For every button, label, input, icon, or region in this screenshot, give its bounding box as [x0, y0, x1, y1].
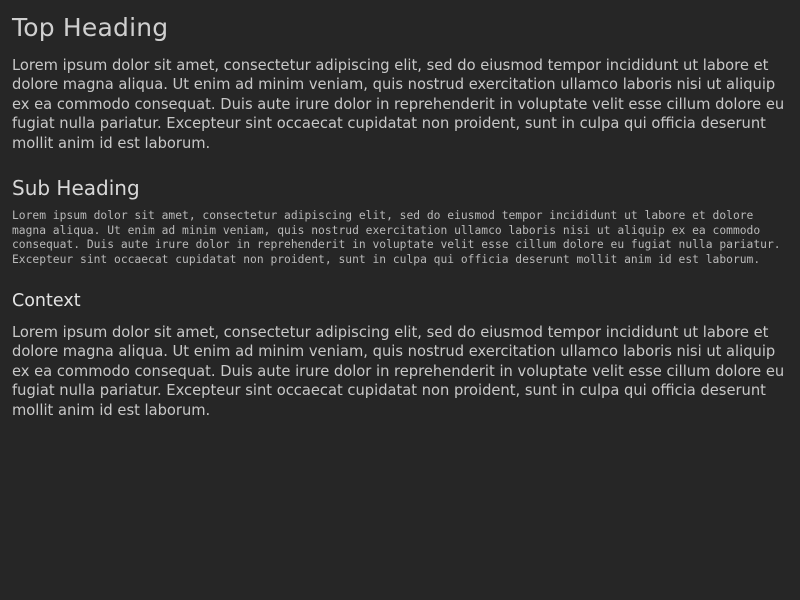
context-paragraph: Lorem ipsum dolor sit amet, consectetur adipiscing elit, sed do eiusmod tempor incididunt ut labore et dolore magna aliqua. Ut enim ad minim veniam, quis nostrud exercitation ullamco laboris nisi ut aliquip ex ea commodo consequat. Duis aute irure dolor in reprehenderit in voluptate velit esse cillum dolore eu fugiat nulla pariatur. Excepteur sint occaecat cupidatat non proident, sunt in culpa qui officia deserunt mollit anim id est laborum. [12, 323, 785, 419]
sub-heading: Sub Heading [12, 176, 140, 200]
bottom-spacer [12, 420, 788, 421]
monospace-paragraph: Lorem ipsum dolor sit amet, consectetur adipiscing elit, sed do eiusmod tempor incididunt ut labore et dolore magna aliqua. Ut enim ad minim veniam, quis nostrud exercitation ullamco laboris nisi ut aliquip ex ea commodo consequat. Duis aute irure dolor in reprehenderit in voluptate velit esse cillum dolore eu fugiat nulla pariatur. Excepteur sint occaecat cupidatat non proident, sunt in culpa qui officia deserunt mollit anim id est laborum. [12, 209, 781, 266]
intro-paragraph: Lorem ipsum dolor sit amet, consectetur adipiscing elit, sed do eiusmod tempor incididunt ut labore et dolore magna aliqua. Ut enim ad minim veniam, quis nostrud exercitation ullamco laboris nisi ut aliquip ex ea commodo consequat. Duis aute irure dolor in reprehenderit in voluptate velit esse cillum dolore eu fugiat nulla pariatur. Excepteur sint occaecat cupidatat non proident, sunt in culpa qui officia deserunt mollit anim id est laborum. [12, 56, 785, 152]
context-heading: Context [12, 291, 81, 312]
page-title: Top Heading [12, 13, 169, 42]
